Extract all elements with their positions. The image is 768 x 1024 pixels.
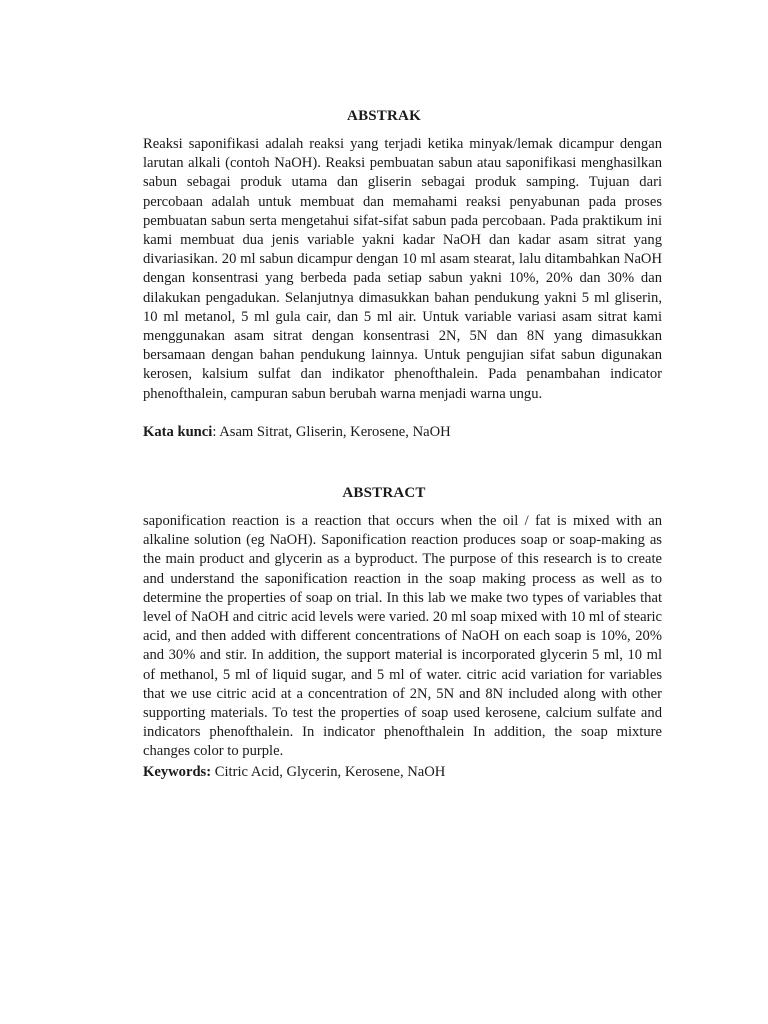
abstrak-heading: ABSTRAK: [347, 108, 421, 124]
abstrak-body: Reaksi saponifikasi adalah reaksi yang terjadi ketika minyak/lemak dicampur dengan larutan alkali (contoh NaOH). Reaksi pembuatan sabun atau saponifikasi menghasilkan sabun sebagai produk utama dan gliserin sebagai produk samping. Tujuan dari percobaan adalah untuk membuat dan memahami reaksi penyabunan pada proses pembuatan sabun serta mengetahui sifat-sifat sabun pada percobaan. Pada praktikum ini kami membuat dua jenis variable yakni kadar NaOH dan kadar asam sitrat yang divariasikan. 20 ml sabun dicampur dengan 10 ml asam stearat, lalu ditambahkan NaOH dengan konsentrasi yang berbeda pada setiap sabun yakni 10%, 20% dan 30% dan dilakukan pengadukan. Selanjutnya dimasukkan bahan pendukung yakni 5 ml gliserin, 10 ml metanol, 5 ml gula cair, dan 5 ml air. Untuk variable variasi asam sitrat kami menggunakan asam sitrat dengan konsentrasi 2N, 5N dan 8N yang dimasukkan bersamaan dengan bahan pendukung lainnya. Untuk pengujian sifat sabun digunakan kerosen, kalsium sulfat dan indikator phenofthalein. Pada penambahan indicator phenofthalein, campuran sabun berubah warna menjadi warna ungu.: [143, 136, 662, 402]
abstract-heading: ABSTRACT: [342, 485, 426, 501]
abstract-keywords: [143, 763, 662, 782]
abstract-body: saponification reaction is a reaction that occurs when the oil / fat is mixed with an alkaline solution (eg NaOH). Saponification reaction produces soap or soap-making as the main product and glycerin as a byproduct. The purpose of this research is to create and understand the saponification reaction in the soap making process as well as to determine the properties of soap on trial. In this lab we make two types of variables that level of NaOH and citric acid levels were varied. 20 ml soap mixed with 10 ml of stearic acid, and then added with different concentrations of NaOH on each soap is 10%, 20% and 30% and stir. In addition, the support material is incorporated glycerin 5 ml, 10 ml of methanol, 5 ml of liquid sugar, and 5 ml of water. citric acid variation for variables that we use citric acid at a concentration of 2N, 5N and 8N included along with other supporting materials. To test the properties of soap used kerosene, calcium sulfate and indicators phenofthalein. In indicator phenofthalein In addition, the soap mixture changes color to purple.: [143, 513, 662, 760]
abstract-keywords-label: Keywords:: [143, 764, 212, 780]
abstrak-keywords-label: Kata kunci: [143, 424, 213, 440]
abstract-keywords-value: Citric Acid, Glycerin, Kerosene, NaOH: [211, 764, 446, 780]
abstrak-keywords-value: : Asam Sitrat, Gliserin, Kerosene, NaOH: [212, 424, 451, 440]
abstrak-keywords: [143, 423, 662, 442]
